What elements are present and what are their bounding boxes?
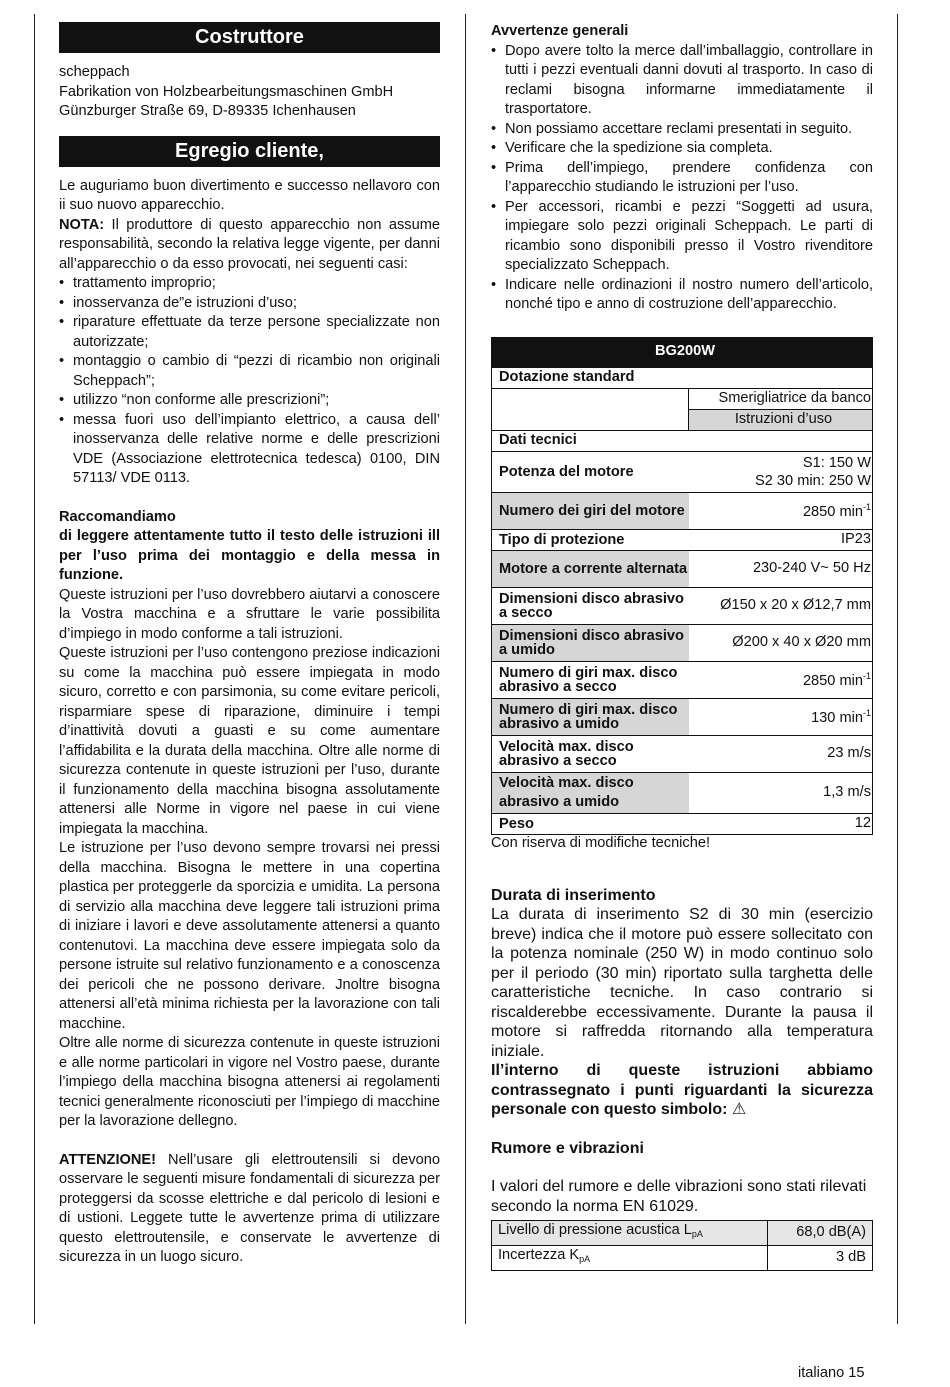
recommend-bold-text: di leggere attentamente tutto il testo delle istruzioni ill per l’uso prima dei montaggio e della messa in funzione.	[59, 528, 440, 583]
dry-disc-label: Dimensioni disco abrasivo a secco	[492, 587, 689, 624]
rpm-unit-sup: -1	[862, 502, 871, 513]
wet-rpm-value	[689, 698, 873, 735]
table-row	[492, 430, 873, 451]
list-item: • Indicare nelle ordinazioni il nostro numero dell’articolo, nonché tipo e anno di costruzione dell’apparecchio.	[491, 276, 873, 315]
recommend-paragraph: Queste istruzioni per l’uso contengono preziose indicazioni su come la macchina può essere impiegata in modo sicuro, corretto e con parsimonia, su come evitare pericoli, risparmiare spese di riparazione, diminuire i tempi d’inattività dovuti a guasti e su come aumentare l’affidabilita e la durata della macchina. Oltre alle norme di sicurezza contenute in queste istruzioni per l’uso, durante il funzionamento della macchina bisogna assolutamente attenersi alle Norme in vigore nel paese in cui viene impiegata la macchina.	[59, 645, 440, 837]
standard-blank-cell	[492, 388, 689, 430]
recommend-paragraph: Queste istruzioni per l’uso dovrebbero aiutarvi a conoscere la Vostra macchina e a sfruttare le varie possibilita d’impiego in modo conforme a tali istruzioni.	[59, 586, 440, 642]
standard-item: Istruzioni d’uso	[689, 409, 873, 430]
table-row	[492, 698, 873, 735]
power-s1: S1: 150 W	[802, 454, 871, 471]
list-item: • Dopo avere tolto la merce dall’imballaggio, controllare in tutti i pezzi eventuali danni dovuti al trasporto. In caso di reclami bisogna informarne immediatamente il trasportatore.	[491, 42, 873, 120]
duty-heading: Durata di inserimento	[491, 886, 656, 904]
right-column	[491, 22, 873, 1271]
power-value	[689, 451, 873, 492]
left-margin-rule	[34, 14, 35, 1324]
wet-speed-label: Velocità max. disco abrasivo a umido	[492, 772, 689, 813]
dry-rpm-unit-sup: -1	[862, 671, 871, 682]
general-warnings-list	[491, 42, 873, 315]
dry-speed-label: Velocità max. disco abrasivo a secco	[492, 735, 689, 772]
ac-value: 230-240 V~ 50 Hz	[689, 550, 873, 587]
pressure-value: 68,0 dB(A)	[768, 1221, 873, 1246]
manufacturer-heading: Costruttore	[59, 22, 440, 53]
list-item: • riparature effettuate da terze persone specializzate non autorizzate;	[59, 313, 440, 352]
weight-label: Peso	[492, 813, 689, 834]
manufacturer-company: Fabrikation von Holzbearbeitungsmaschinen GmbH	[59, 83, 394, 100]
wet-rpm-number: 130 min	[811, 710, 863, 727]
table-row	[492, 550, 873, 587]
noise-text: I valori del rumore e delle vibrazioni sono stati rilevati secondo la norma EN 61029.	[491, 1178, 867, 1215]
manufacturer-address: Günzburger Straße 69, D-89335 Ichenhausen	[59, 103, 356, 119]
table-row	[492, 388, 873, 409]
list-item: • montaggio o cambio di “pezzi di ricambio non originali Scheppach”;	[59, 352, 440, 391]
list-item: • Prima dell’impiego, prendere confidenza con l’apparecchio studiando le istruzioni per l’uso.	[491, 159, 873, 198]
pressure-sub: pA	[691, 1229, 703, 1240]
table-row	[492, 813, 873, 834]
attention-text: Nell’usare gli elettroutensili si devono osservare le seguenti misure fondamentali di sicurezza per proteggersi da scosse elettriche e dal pericolo di lesioni e di ustioni. Leggete tutte le avvertenze prima di utilizzare questo elettroutensile, e conservate le avvertenze di sicurezza in un luogo sicuro.	[59, 1151, 440, 1265]
uncert-sub: pA	[579, 1254, 591, 1265]
spec-header-row	[492, 337, 873, 367]
note-text: Il produttore di questo apparecchio non assume responsabilità, secondo la relativa legge vigente, per danni all’apparecchio o da esso provocati, nei seguenti casi:	[59, 216, 440, 272]
wet-rpm-label: Numero di giri max. disco abrasivo a umido	[492, 698, 689, 735]
table-row	[492, 1221, 873, 1246]
dry-rpm-value	[689, 661, 873, 698]
pressure-label	[492, 1221, 768, 1246]
wet-rpm-unit-sup: -1	[862, 708, 871, 719]
table-row	[492, 367, 873, 388]
spec-note: Con riserva di modifiche tecniche!	[491, 834, 711, 851]
table-row	[492, 492, 873, 529]
rpm-value	[689, 492, 873, 529]
tech-label: Dati tecnici	[492, 430, 873, 451]
table-row	[492, 529, 873, 550]
left-column	[59, 22, 440, 1268]
center-column-rule	[465, 14, 466, 1324]
page-number: italiano 15	[798, 1365, 865, 1381]
customer-intro: Le auguriamo buon divertimento e successo nellavoro con ii suo nuovo apparecchio.	[59, 177, 440, 213]
rpm-number: 2850 min	[802, 504, 863, 521]
table-row	[492, 1246, 873, 1271]
list-item: • inosservanza de”e istruzioni d’uso;	[59, 294, 440, 314]
note-label: NOTA:	[59, 216, 105, 233]
table-row	[492, 624, 873, 661]
noise-table	[491, 1220, 873, 1271]
power-label: Potenza del motore	[492, 451, 689, 492]
attention-paragraph	[59, 1151, 440, 1268]
pressure-label-text: Livello di pressione acustica L	[498, 1222, 692, 1239]
standard-label: Dotazione standard	[492, 367, 873, 388]
protection-value: IP23	[689, 529, 873, 550]
recommend-paragraph: Oltre alle norme di sicurezza contenute in queste istruzioni e alle norme particolari in vigore nel Vostro paese, durante l’impiego della macchina bisogna attenersi ai regolamenti tecnici generalmente riconosciuti per l’impiego di macchine per la lavorazione dellegno.	[59, 1035, 440, 1129]
power-s2: S2 30 min: 250 W	[755, 472, 871, 489]
ac-label: Motore a corrente alternata	[492, 550, 689, 587]
manufacturer-name: scheppach	[59, 64, 130, 80]
duty-bold-text	[491, 1061, 873, 1120]
rpm-label: Numero dei giri del motore	[492, 492, 689, 529]
uncert-label	[492, 1246, 768, 1271]
list-item: • Verificare che la spedizione sia completa.	[491, 139, 873, 159]
spec-model: BG200W	[492, 337, 873, 367]
table-row	[492, 661, 873, 698]
warning-triangle-icon: ⚠	[731, 1101, 747, 1118]
table-row	[492, 587, 873, 624]
weight-value: 12	[689, 813, 873, 834]
wet-disc-value: Ø200 x 40 x Ø20 mm	[689, 624, 873, 661]
dry-speed-value: 23 m/s	[689, 735, 873, 772]
recommend-paragraph: Le istruzione per l’uso devono sempre trovarsi nei pressi della macchina. Bisogna le mettere in una copertina plastica per proteggerle da sporcizia e umidita. La persona di servizio alla macchina deve leggere tali istruzioni prima di iniziare i lavori e deve assolutamente attenersi a quanto contenutovi. La macchina deve essere impiegata solo da persone istruite sul relativo funzionamento e a conoscenza dei pericoli che ne possono derivare. Jnoltre bisogna attenersi all’età minima richiesta per la lavorazione con tali macchine.	[59, 840, 440, 1032]
dry-rpm-number: 2850 min	[802, 673, 863, 690]
dry-rpm-label: Numero di giri max. disco abrasivo a secco	[492, 661, 689, 698]
table-row	[492, 735, 873, 772]
right-margin-rule	[897, 14, 898, 1324]
customer-heading: Egregio cliente,	[59, 136, 440, 167]
attention-label: ATTENZIONE!	[59, 1151, 157, 1168]
list-item: • messa fuori uso dell’impianto elettrico, a causa dell’ inosservanza delle relative norme e delle prescrizioni VDE (Associazione elettrotecnica tedesca) 0100, DIN 57113/ VDE 0113.	[59, 411, 440, 489]
wet-speed-value: 1,3 m/s	[689, 772, 873, 813]
list-item: • trattamento improprio;	[59, 274, 440, 294]
uncert-label-text: Incertezza K	[498, 1247, 580, 1264]
table-row	[492, 772, 873, 813]
recommend-heading: Raccomandiamo	[59, 508, 176, 525]
duty-text: La durata di inserimento S2 di 30 min (esercizio breve) indica che il motore può essere sollecitato con la potenza nominale (250 W) in modo continuo solo per il periodo (30 min) riportato sulla targhetta delle caratteristiche tecniche. In caso contrario si riscalderebbe eccessivamente. Durante la pausa il motore si raffredda ritornando alla temperatura iniziale.	[491, 906, 873, 1060]
noise-heading: Rumore e vibrazioni	[491, 1139, 644, 1157]
general-heading: Avvertenze generali	[491, 23, 629, 39]
standard-item: Smerigliatrice da banco	[689, 388, 873, 409]
list-item: • utilizzo “non conforme alle prescrizioni”;	[59, 391, 440, 411]
table-row	[492, 451, 873, 492]
spec-table	[491, 337, 873, 835]
list-item: • Non possiamo accettare reclami presentati in seguito.	[491, 120, 873, 140]
uncert-value: 3 dB	[768, 1246, 873, 1271]
wet-disc-label: Dimensioni disco abrasivo a umido	[492, 624, 689, 661]
customer-note	[59, 216, 440, 275]
list-item: • Per accessori, ricambi e pezzi “Soggetti ad usura, impiegare solo pezzi originali Scheppach. Le parti di ricambio sono disponibili presso il Vostro rivenditore specializzato Scheppach.	[491, 198, 873, 276]
dry-disc-value: Ø150 x 20 x Ø12,7 mm	[689, 587, 873, 624]
duty-bold-span: Il’interno di queste istruzioni abbiamo contrassegnato i punti riguardanti la sicurezza personale con questo simbolo:	[491, 1062, 873, 1118]
protection-label: Tipo di protezione	[492, 529, 689, 550]
liability-cases-list	[59, 274, 440, 489]
